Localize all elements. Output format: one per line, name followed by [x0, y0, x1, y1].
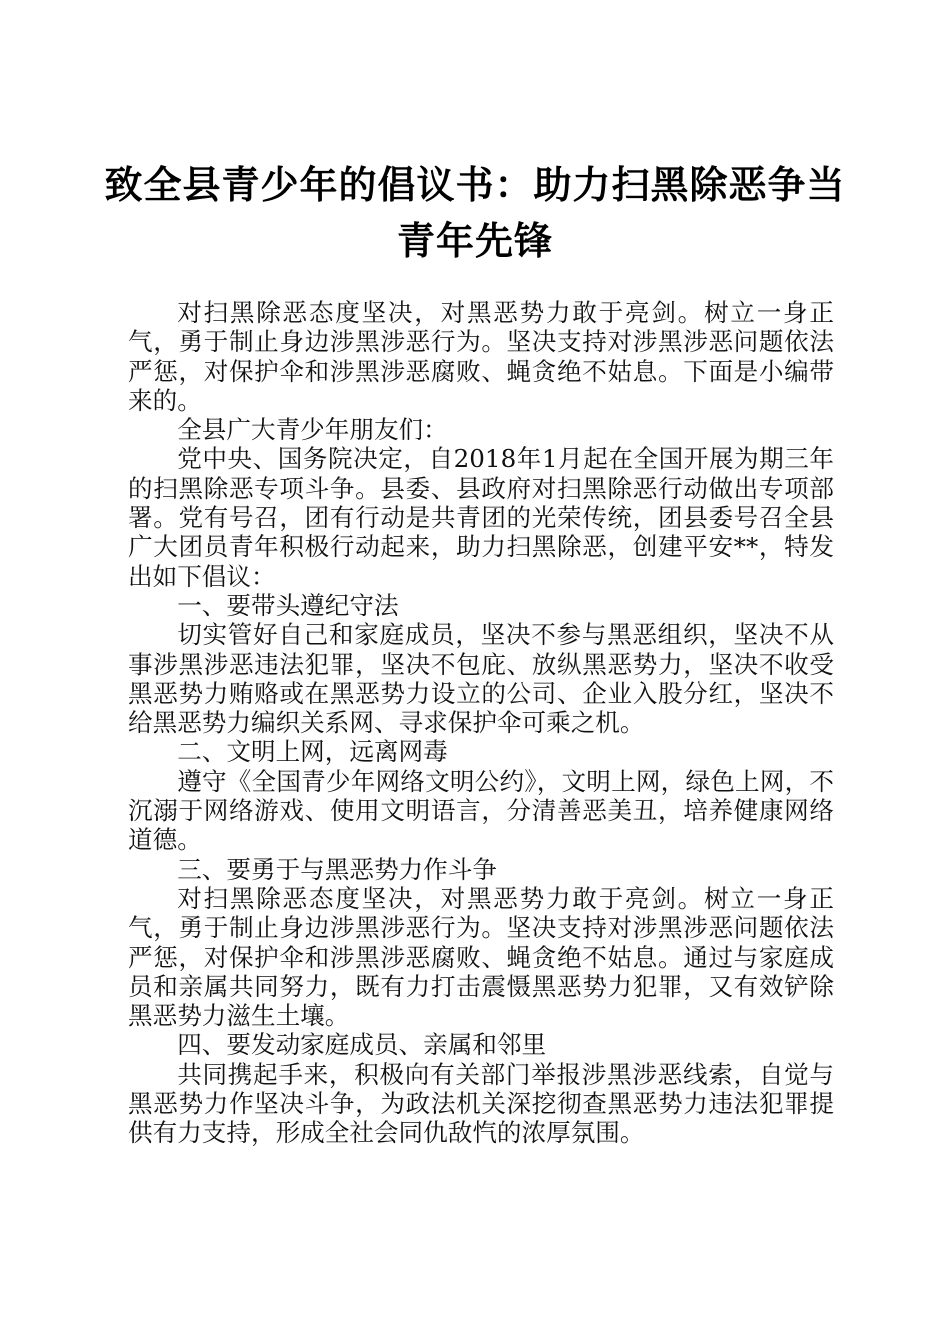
section-heading-4: 四、要发动家庭成员、亲属和邻里 — [177, 1030, 547, 1060]
section-heading-2: 二、文明上网，远离网毒 — [177, 737, 448, 767]
background-paragraph: 党中央、国务院决定，自2018年1月起在全国开展为期三年的扫黑除恶专项斗争。县委、县政府对扫黑除恶行动做出专项部署。党有号召，团有行动是共青团的光荣传统，团县委号召全县广大团员青年积极行动起来，助力扫黑除恶，创建平安**，特发出如下倡议： — [128, 444, 834, 591]
section-heading-3: 三、要勇于与黑恶势力作斗争 — [177, 854, 497, 884]
document-body — [128, 298, 834, 1148]
document-title: 致全县青少年的倡议书：助力扫黑除恶争当青年先锋 — [104, 162, 846, 263]
section-heading-1: 一、要带头遵纪守法 — [177, 590, 399, 620]
section-paragraph-4: 共同携起手来，积极向有关部门举报涉黑涉恶线索，自觉与黑恶势力作坚决斗争，为政法机关深挖彻查黑恶势力违法犯罪提供有力支持，形成全社会同仇敌忾的浓厚氛围。 — [128, 1059, 834, 1148]
section-paragraph-3: 对扫黑除恶态度坚决，对黑恶势力敢于亮剑。树立一身正气，勇于制止身边涉黑涉恶行为。坚决支持对涉黑涉恶问题依法严惩，对保护伞和涉黑涉恶腐败、蝇贪绝不姑息。通过与家庭成员和亲属共同努力，既有力打击震慑黑恶势力犯罪，又有效铲除黑恶势力滋生土壤。 — [128, 883, 834, 1031]
section-paragraph-2: 遵守《全国青少年网络文明公约》，文明上网，绿色上网，不沉溺于网络游戏、使用文明语言，分清善恶美丑，培养健康网络道德。 — [128, 766, 834, 855]
salutation: 全县广大青少年朋友们： — [177, 415, 448, 445]
intro-paragraph: 对扫黑除恶态度坚决，对黑恶势力敢于亮剑。树立一身正气，勇于制止身边涉黑涉恶行为。坚决支持对涉黑涉恶问题依法严惩，对保护伞和涉黑涉恶腐败、蝇贪绝不姑息。下面是小编带来的。 — [128, 298, 834, 415]
section-paragraph-1: 切实管好自己和家庭成员，坚决不参与黑恶组织，坚决不从事涉黑涉恶违法犯罪，坚决不包庇、放纵黑恶势力，坚决不收受黑恶势力贿赂或在黑恶势力设立的公司、企业入股分红，坚决不给黑恶势力编织关系网、寻求保护伞可乘之机。 — [128, 620, 834, 738]
